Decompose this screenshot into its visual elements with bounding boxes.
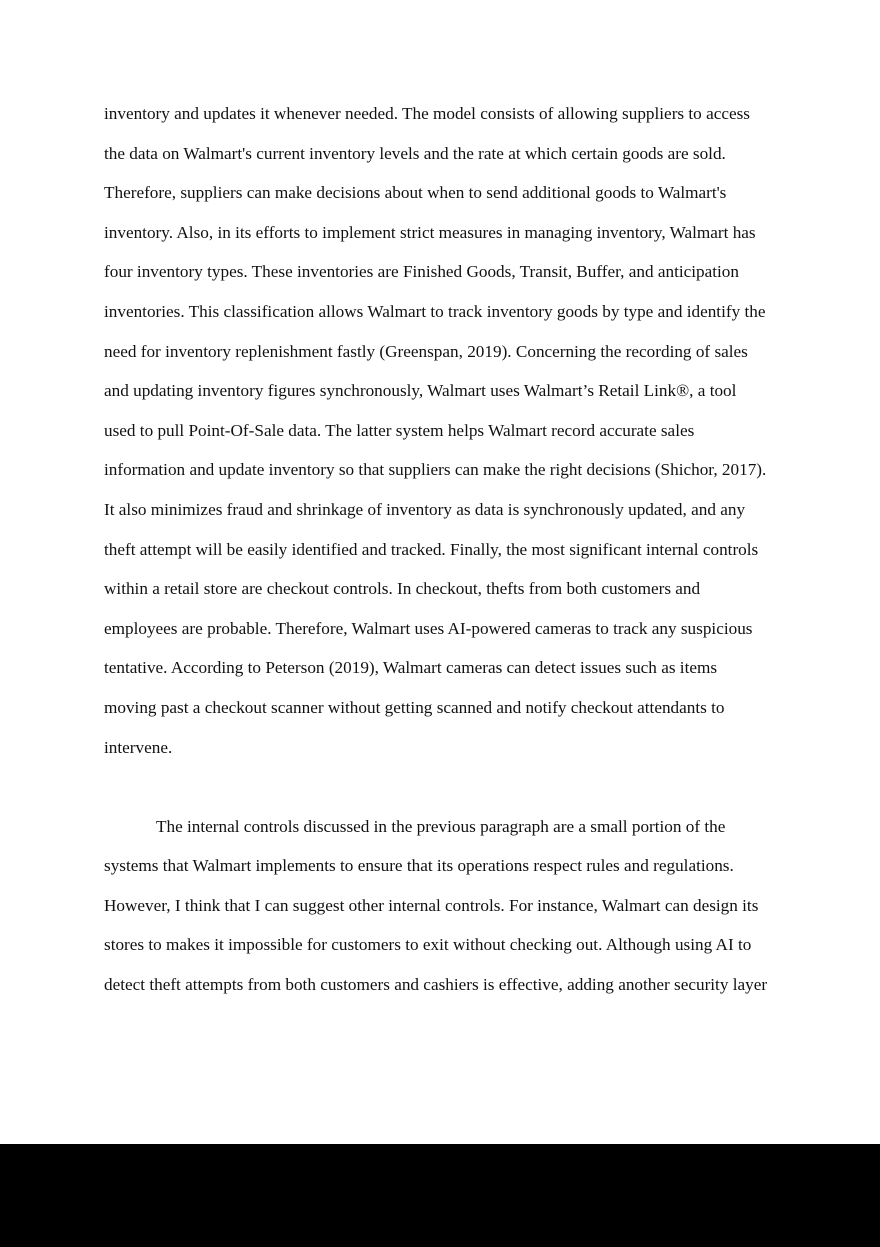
text-line: four inventory types. These inventories are Finished Goods, Transit, Buffer, and anticipation <box>104 262 739 282</box>
text-line: stores to makes it impossible for customers to exit without checking out. Although using AI to <box>104 935 752 955</box>
text-line: inventories. This classification allows Walmart to track inventory goods by type and identify the <box>104 301 766 321</box>
text-line: inventory. Also, in its efforts to implement strict measures in managing inventory, Walmart has <box>104 222 756 242</box>
text-line: within a retail store are checkout controls. In checkout, thefts from both customers and <box>104 579 701 599</box>
paragraph-spacer <box>104 774 784 814</box>
text-line: Therefore, suppliers can make decisions about when to send additional goods to Walmart's <box>104 183 727 203</box>
body-text <box>104 101 784 1012</box>
text-line: systems that Walmart implements to ensure that its operations respect rules and regulations. <box>104 856 734 876</box>
text-line: information and update inventory so that suppliers can make the right decisions (Shichor, 2017). <box>104 460 767 480</box>
text-line: need for inventory replenishment fastly (Greenspan, 2019). Concerning the recording of sales <box>104 341 748 361</box>
text-line: used to pull Point-Of-Sale data. The latter system helps Walmart record accurate sales <box>104 420 695 440</box>
text-line: detect theft attempts from both customers and cashiers is effective, adding another security layer <box>104 975 768 995</box>
text-line: moving past a checkout scanner without getting scanned and notify checkout attendants to <box>104 697 725 717</box>
bottom-black-band <box>0 1144 880 1247</box>
text-line: the data on Walmart's current inventory levels and the rate at which certain goods are sold. <box>104 143 726 163</box>
text-line: inventory and updates it whenever needed. The model consists of allowing suppliers to access <box>104 104 750 123</box>
text-line: It also minimizes fraud and shrinkage of inventory as data is synchronously updated, and any <box>104 499 746 519</box>
text-line-indented: The internal controls discussed in the previous paragraph are a small portion of the <box>156 816 726 836</box>
text-line: intervene. <box>104 737 173 757</box>
text-line: theft attempt will be easily identified and tracked. Finally, the most significant internal controls <box>104 539 759 559</box>
paragraph-1 <box>104 101 784 774</box>
text-line: tentative. According to Peterson (2019), Walmart cameras can detect issues such as items <box>104 658 718 678</box>
text-line: and updating inventory figures synchronously, Walmart uses Walmart’s Retail Link®, a tool <box>104 381 737 401</box>
text-line: employees are probable. Therefore, Walmart uses AI-powered cameras to track any suspicious <box>104 618 753 638</box>
text-line: However, I think that I can suggest other internal controls. For instance, Walmart can design its <box>104 895 759 915</box>
paragraph-2 <box>104 814 784 1012</box>
